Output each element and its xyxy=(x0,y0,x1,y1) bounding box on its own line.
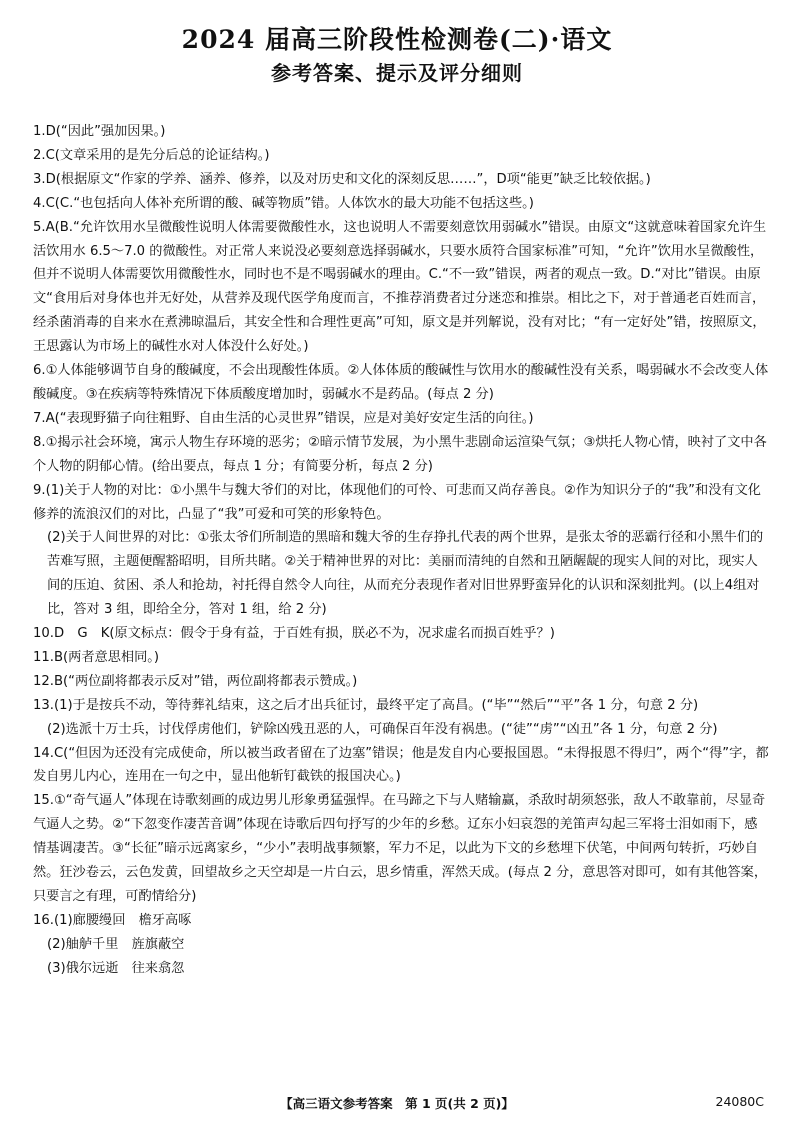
answer-subitem: (2)关于人间世界的对比：①张太爷们所制造的黑暗和魏大爷的生存挣扎代表的两个世界，是张太爷的恶霸行径和小黑牛们的苦难写照，主题便醒豁昭明，目所共睹。②关于精神世界的对比：美丽而清纯的自然和丑陋龌龊的现实人间的对比，现实人间的压迫、贫困、杀人和抢劫，衬托得自然令人向往，从而充分表现作者对旧世界野蛮异化的认识和深刻批判。(以上4组对比，答对 3 组，即给全分，答对 1 组，给 2 分) xyxy=(47,530,764,618)
answer-item: 2.C(文章采用的是先分后总的论证结构。) xyxy=(33,147,270,163)
answer-item: 13.(1)于是按兵不动，等待葬礼结束，这之后才出兵征讨，最终平定了高昌。(“毕”“然后”“平”各 1 分，句意 2 分) xyxy=(33,697,699,713)
answer-item: 1.D(“因此”强加因果。) xyxy=(33,124,166,139)
answer-item: 6.①人体能够调节自身的酸碱度，不会出现酸性体质。②人体体质的酸碱性与饮用水的酸碱性没有关系，喝弱碱水不会改变人体酸碱度。③在疾病等特殊情况下体质酸度增加时，弱碱水不是药品。(每点 2 分) xyxy=(33,363,769,402)
answer-item: 3.D(根据原文“作家的学养、涵养、修养，以及对历史和文化的深刻反思……”，D项“能更”缺乏比较依据。) xyxy=(33,171,651,187)
answer-item: 9.(1)关于人物的对比：①小黑牛与魏大爷们的对比，体现他们的可怜、可悲而又尚存善良。②作为知识分子的“我”和没有文化修养的流浪汉们的对比，凸显了“我”可爱和可笑的形象特色。 xyxy=(33,482,761,522)
page-subtitle: 参考答案、提示及评分细则 xyxy=(271,61,523,85)
page-title: 2024 届高三阶段性检测卷(二)·语文 xyxy=(181,25,613,54)
answer-item: 16.(1)廊腰缦回 檐牙高啄 xyxy=(33,912,192,928)
answer-item: 7.A(“表现野猫子向往粗野、自由生活的心灵世界”错误，应是对美好安定生活的向往。) xyxy=(33,410,534,426)
answer-subitem: (3)俄尔远逝 往来翕忽 xyxy=(47,960,185,976)
answer-item: 11.B(两者意思相同。) xyxy=(33,649,160,665)
answer-item: 5.A(B.“允许饮用水呈微酸性说明人体需要微酸性水，这也说明人不需要刻意饮用弱碱水”错误。由原文“这就意味着国家允许生活饮用水 6.5～7.0 的微酸性。对正常人来说没必要刻意选择弱碱水，只要水质符合国家标准”可知，“允许”饮用水呈微酸性，但并不说明人体需要饮用微酸性水，同时也不是不喝弱碱水的理由。C.“不一致”错误，两者的观点一致。D.“对比”错误。由原文“食用后对身体也并无好处，从营养及现代医学角度而言，不推荐消费者过分迷恋和推崇。相比之下，对于普通老百姓而言，经杀菌消毒的自来水在煮沸晾温后，其安全性和合理性更高”可知，原文是并列解说，没有对比；“有一定好处”错，按照原文，王思露认为市场上的碱性水对人体没什么好处。) xyxy=(33,219,767,355)
answer-item: 14.C(“但因为还没有完成使命，所以被当政者留在了边塞”错误；他是发自内心要报国恩。“未得报恩不得归”，两个“得”字，都发自男儿内心，连用在一句之中，显出他斩钉截铁的报国决心。) xyxy=(33,745,769,785)
answer-item: 12.B(“两位副将都表示反对”错，两位副将都表示赞成。) xyxy=(33,673,358,689)
answer-list xyxy=(33,120,770,981)
answer-item: 10.D G K(原文标点：假令于身有益，于百姓有损，朕必不为，况求虚名而损百姓乎？) xyxy=(33,626,555,642)
answer-item: 8.①揭示社会环境，寓示人物生存环境的恶劣；②暗示情节发展，为小黑牛悲剧命运渲染气氛；③烘托人物心情，映衬了文中各个人物的阴郁心情。(给出要点，每点 1 分；有简要分析，每点 2 分) xyxy=(33,434,767,474)
answer-item: 4.C(C.“也包括向人体补充所谓的酸、碱等物质”错。人体饮水的最大功能不包括这些。) xyxy=(33,195,534,211)
answer-subitem: (2)选派十万士兵，讨伐俘虏他们，铲除凶残丑恶的人，可确保百年没有祸患。(“徒”“虏”“凶丑”各 1 分，句意 2 分) xyxy=(47,721,718,737)
document-code: 24080C xyxy=(715,1094,764,1109)
page-footer: 【高三语文参考答案 第 1 页(共 2 页)】 xyxy=(280,1096,514,1111)
answer-subitem: (2)舳舻千里 旌旗蔽空 xyxy=(47,936,185,952)
answer-item: 15.①“奇气逼人”体现在诗歌刻画的成边男儿形象勇猛强悍。在马蹄之下与人赌输赢，杀敌时胡须怒张，敌人不敢靠前，尽显奇气逼人之势。②“下忽变作凄苦音调”体现在诗歌后四句抒写的少年的乡愁。辽东小妇哀怨的羌笛声勾起三军将士泪如雨下，感情基调凄苦。③“长征”暗示远离家乡，“少小”表明战事频繁，军力不足，以此为下文的乡愁埋下伏笔，中间两句转折，巧妙自然。狂沙卷云，云色发黄，回望故乡之天空却是一片白云，思乡情重，浑然天成。(每点 2 分，意思答对即可，如有其他答案，只要言之有理，可酌情给分) xyxy=(33,793,768,904)
